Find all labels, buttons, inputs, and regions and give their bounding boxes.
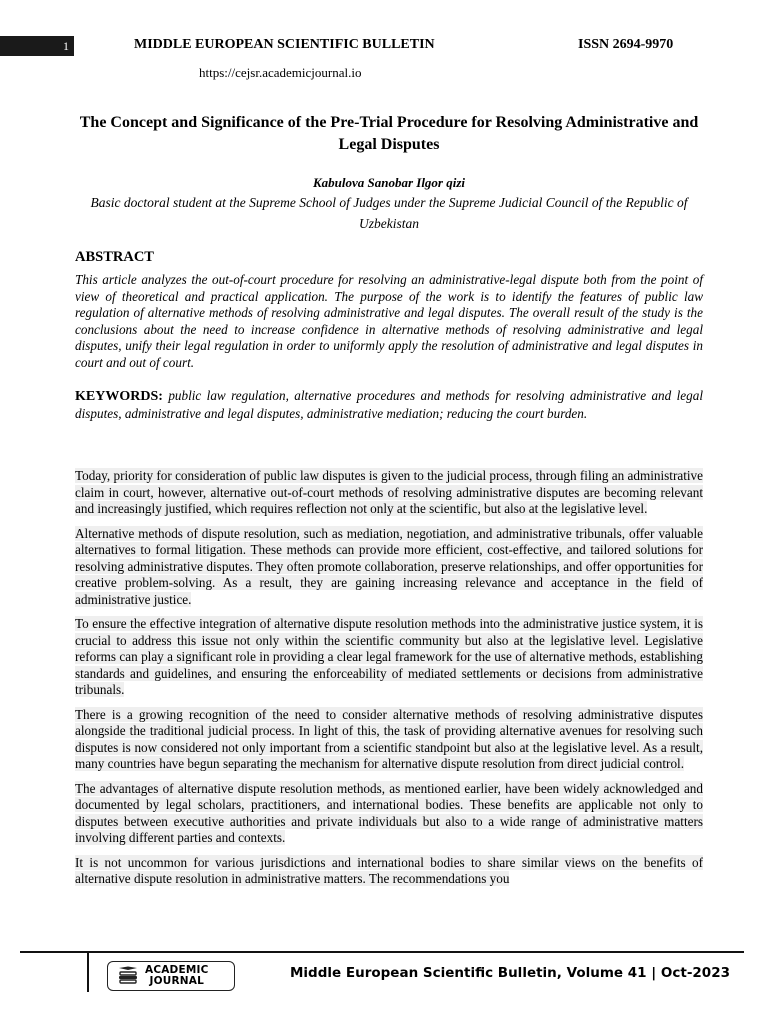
abstract-heading: ABSTRACT [75, 249, 154, 265]
body-paragraph: It is not uncommon for various jurisdictions and international bodies to share similar views on the benefits of alternative dispute resolution in administrative matters. The recommendations you [75, 854, 703, 886]
footer-citation: Middle European Scientific Bulletin, Volume 41 | Oct-2023 [290, 965, 730, 981]
logo-text: ACADEMIC JOURNAL [145, 964, 209, 987]
body-paragraph: Alternative methods of dispute resolution, such as mediation, negotiation, and administrative tribunals, offer valuable alternatives to formal litigation. These methods can provide more efficient, cost-effective, and tailored solutions for resolving administrative disputes. They often promote collaboration, preserve relationships, and offer opportunities for creative problem-solving. As a result, they are gaining increasing relevance and acceptance in the field of administrative justice. [75, 525, 703, 607]
abstract-text: This article analyzes the out-of-court procedure for resolving an administrative-legal dispute both from the point of view of theoretical and practical application. The purpose of the work is to identify the features of public law regulation of alternative methods of resolving administrative and legal disputes. The overall result of the study is the conclusions about the need to increase confidence in alternative methods of resolving administrative and legal disputes, unify their legal regulation in order to uniformly apply the resolution of administrative and legal disputes in court and out of court. [75, 272, 703, 370]
footer-vertical-divider [87, 952, 89, 992]
keywords [75, 388, 703, 422]
journal-name: MIDDLE EUROPEAN SCIENTIFIC BULLETIN [134, 37, 435, 52]
academic-journal-logo [107, 961, 235, 991]
issn: ISSN 2694-9970 [578, 37, 674, 52]
body-paragraph: The advantages of alternative dispute resolution methods, as mentioned earlier, have been widely acknowledged and documented by legal scholars, practitioners, and international bodies. These benefits are applicable not only to disputes between executive authorities and private individuals but also to a wide range of administrative matters involving different parties and contexts. [75, 780, 703, 845]
keywords-label: KEYWORDS: [75, 389, 163, 404]
page-number: 1 [0, 36, 74, 56]
article-title: The Concept and Significance of the Pre-Trial Procedure for Resolving Administrative and Legal Disputes [79, 114, 699, 153]
author-affiliation: Basic doctoral student at the Supreme School of Judges under the Supreme Judicial Council of the Republic of Uzbekistan [90, 195, 688, 231]
keywords-text: public law regulation, alternative procedures and methods for resolving administrative and legal disputes, administrative and legal disputes, administrative mediation; reducing the court burden. [75, 388, 703, 421]
article-body [75, 468, 703, 896]
body-paragraph: There is a growing recognition of the need to consider alternative methods of resolving administrative disputes alongside the traditional judicial process. In light of this, the task of providing alternative avenues for resolving such disputes is now considered not only important from a scientific standpoint but also at the legislative level. As a result, many countries have begun separating the mechanism for alternative dispute resolution from direct judicial control. [75, 706, 703, 771]
body-paragraph: To ensure the effective integration of alternative dispute resolution methods into the administrative justice system, it is crucial to address this issue not only within the scientific community but also at the legislative level. Legislative reforms can play a significant role in providing a clear legal framework for the use of alternative methods, establishing standards and guidelines, and ensuring the enforceability of mediated settlements or decisions from administrative tribunals. [75, 616, 703, 697]
footer-divider [20, 951, 744, 953]
author-name: Kabulova Sanobar Ilgor qizi [312, 175, 466, 190]
body-paragraph: Today, priority for consideration of public law disputes is given to the judicial process, through filing an administrative claim in court, however, alternative out-of-court methods of resolving administrative disputes are becoming relevant and increasingly justified, which requires reflection not only at the scientific, but also at the legislative level. [75, 468, 703, 516]
book-stack-icon [117, 966, 139, 986]
journal-url[interactable]: https://cejsr.academicjournal.io [199, 65, 362, 80]
